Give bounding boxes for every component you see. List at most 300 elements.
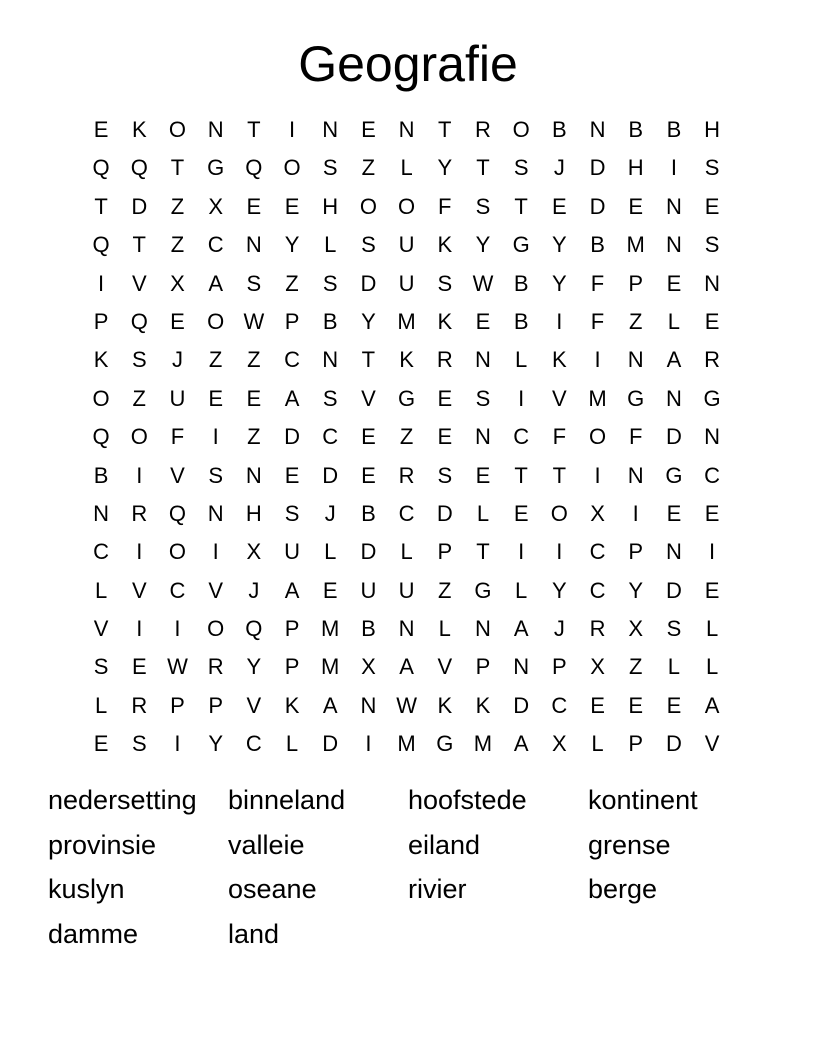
grid-letter[interactable]: N [627, 462, 644, 488]
grid-letter[interactable]: D [589, 155, 606, 181]
grid-letter[interactable]: P [208, 692, 223, 718]
grid-letter[interactable]: O [550, 500, 568, 526]
grid-letter[interactable]: D [589, 193, 606, 219]
grid-letter[interactable]: E [284, 462, 300, 488]
grid-letter[interactable]: B [322, 308, 338, 334]
grid-letter[interactable]: Z [628, 308, 643, 334]
grid-letter[interactable]: Y [246, 654, 262, 680]
grid-letter[interactable]: B [513, 308, 529, 334]
grid-letter[interactable]: X [361, 654, 376, 680]
grid-letter[interactable]: N [513, 654, 530, 680]
grid-letter[interactable]: O [130, 424, 148, 450]
grid-letter[interactable]: S [93, 654, 109, 680]
grid-letter[interactable]: Z [247, 424, 261, 450]
grid-letter[interactable]: X [208, 193, 223, 219]
grid-letter[interactable]: E [437, 424, 453, 450]
grid-letter[interactable]: S [513, 155, 529, 181]
grid-letter[interactable]: I [709, 539, 716, 565]
grid-letter[interactable]: Z [208, 347, 223, 373]
grid-letter[interactable]: S [704, 155, 720, 181]
grid-letter[interactable]: Y [475, 232, 491, 258]
grid-letter[interactable]: D [360, 539, 377, 565]
grid-letter[interactable]: E [628, 692, 644, 718]
grid-letter[interactable]: T [170, 155, 185, 181]
grid-letter[interactable]: J [553, 155, 565, 181]
grid-letter[interactable]: I [136, 539, 143, 565]
grid-letter[interactable]: W [167, 654, 188, 680]
grid-letter[interactable]: S [666, 616, 682, 642]
grid-letter[interactable]: S [246, 270, 262, 296]
grid-letter[interactable]: I [365, 731, 372, 757]
grid-letter[interactable]: S [322, 155, 338, 181]
grid-letter[interactable]: S [131, 347, 147, 373]
grid-letter[interactable]: I [518, 385, 525, 411]
grid-letter[interactable]: J [171, 347, 183, 373]
grid-letter[interactable]: S [131, 731, 147, 757]
grid-letter[interactable]: S [322, 385, 338, 411]
grid-letter[interactable]: N [93, 500, 110, 526]
grid-letter[interactable]: Y [361, 308, 376, 334]
grid-letter[interactable]: E [704, 500, 720, 526]
word-list-item: berge [588, 874, 658, 904]
grid-letter[interactable]: Q [245, 616, 263, 642]
word-list-item: nedersetting [48, 785, 197, 815]
grid-letter[interactable]: O [359, 193, 377, 219]
grid-letter[interactable]: I [594, 347, 601, 373]
grid-letter[interactable]: C [169, 577, 186, 603]
grid-letter[interactable]: A [284, 577, 300, 603]
grid-letter[interactable]: C [245, 731, 262, 757]
grid-letter[interactable]: T [476, 155, 490, 181]
grid-letter[interactable]: K [93, 347, 109, 373]
grid-letter[interactable]: A [513, 731, 529, 757]
grid-letter[interactable]: N [475, 347, 491, 373]
grid-letter[interactable]: M [397, 308, 416, 334]
grid-letter[interactable]: Q [92, 232, 110, 258]
grid-letter[interactable]: V [131, 270, 147, 296]
grid-letter[interactable]: F [628, 424, 643, 450]
grid-letter[interactable]: T [514, 462, 528, 488]
grid-letter[interactable]: W [243, 308, 265, 334]
grid-letter[interactable]: O [588, 424, 607, 450]
grid-letter[interactable]: U [398, 270, 415, 296]
grid-letter[interactable]: G [436, 731, 454, 757]
grid-letter[interactable]: N [245, 232, 262, 258]
grid-letter[interactable]: D [513, 692, 530, 718]
grid-letter[interactable]: P [628, 270, 644, 296]
grid-letter[interactable]: O [283, 155, 301, 181]
grid-letter[interactable]: L [400, 539, 413, 565]
grid-letter[interactable]: N [360, 692, 377, 718]
grid-letter[interactable]: I [556, 539, 563, 565]
grid-letter[interactable]: K [437, 232, 453, 258]
grid-letter[interactable]: C [207, 232, 224, 258]
grid-letter[interactable]: E [437, 385, 453, 411]
grid-letter[interactable]: Q [130, 308, 148, 334]
grid-letter[interactable]: L [400, 155, 413, 181]
grid-letter[interactable]: P [437, 539, 453, 565]
grid-letter[interactable]: E [704, 193, 720, 219]
grid-letter[interactable]: E [361, 117, 376, 142]
page-title: Geografie [298, 36, 518, 92]
grid-letter[interactable]: W [472, 270, 494, 296]
grid-letter[interactable]: F [590, 308, 605, 334]
grid-letter[interactable]: K [437, 692, 453, 718]
grid-letter[interactable]: I [136, 616, 143, 642]
grid-letter[interactable]: G [512, 232, 530, 258]
grid-letter[interactable]: I [98, 270, 105, 296]
grid-letter[interactable]: E [361, 462, 376, 488]
grid-letter[interactable]: P [475, 654, 491, 680]
grid-letter[interactable]: D [665, 424, 682, 450]
grid-letter[interactable]: L [324, 232, 337, 258]
grid-letter[interactable]: T [476, 539, 490, 565]
grid-letter[interactable]: L [94, 577, 108, 603]
grid-letter[interactable]: B [590, 232, 605, 258]
grid-letter[interactable]: B [93, 462, 109, 488]
word-list-item: rivier [408, 874, 467, 904]
grid-letter[interactable]: E [666, 270, 682, 296]
grid-letter[interactable]: T [247, 117, 261, 142]
grid-letter[interactable]: Y [552, 232, 567, 258]
grid-letter[interactable]: S [284, 500, 300, 526]
word-list-item: oseane [228, 874, 317, 904]
grid-letter[interactable]: U [398, 577, 415, 603]
grid-letter[interactable]: E [284, 193, 300, 219]
grid-letter[interactable]: E [93, 731, 109, 757]
grid-letter[interactable]: A [666, 347, 682, 373]
grid-letter[interactable]: B [666, 117, 682, 142]
grid-letter[interactable]: O [398, 193, 416, 219]
grid-letter[interactable]: M [321, 654, 340, 680]
grid-letter[interactable]: Q [130, 155, 148, 181]
grid-letter[interactable]: L [667, 654, 681, 680]
grid-letter[interactable]: L [515, 347, 528, 373]
grid-letter[interactable]: P [628, 539, 644, 565]
grid-letter[interactable]: D [284, 424, 300, 450]
grid-letter[interactable]: E [590, 692, 605, 718]
grid-letter[interactable]: P [284, 654, 300, 680]
grid-letter[interactable]: Z [438, 577, 452, 603]
grid-letter[interactable]: N [398, 616, 415, 642]
grid-letter[interactable]: D [322, 731, 339, 757]
grid-letter[interactable]: Q [168, 500, 187, 526]
grid-letter[interactable]: S [704, 232, 720, 258]
grid-letter[interactable]: C [704, 462, 721, 488]
grid-letter[interactable]: A [322, 692, 338, 718]
grid-letter[interactable]: O [92, 385, 110, 411]
grid-letter[interactable]: U [360, 577, 377, 603]
grid-letter[interactable]: C [322, 424, 339, 450]
grid-letter[interactable]: E [322, 577, 338, 603]
grid-letter[interactable]: N [704, 424, 721, 450]
grid-letter[interactable]: M [588, 385, 607, 411]
grid-letter[interactable]: V [246, 692, 262, 718]
grid-letter[interactable]: M [626, 232, 645, 258]
grid-letter[interactable]: V [361, 385, 376, 411]
grid-letter[interactable]: O [168, 539, 187, 565]
grid-letter[interactable]: N [322, 117, 339, 142]
grid-letter[interactable]: U [398, 232, 415, 258]
grid-letter[interactable]: O [168, 117, 187, 142]
grid-letter[interactable]: C [513, 424, 530, 450]
grid-letter[interactable]: R [589, 616, 606, 642]
grid-letter[interactable]: D [360, 270, 377, 296]
grid-letter[interactable]: S [361, 232, 376, 258]
grid-letter[interactable]: E [131, 654, 147, 680]
word-list-item: damme [48, 918, 139, 949]
word-list-item: eiland [408, 829, 481, 860]
grid-letter[interactable]: G [703, 385, 721, 411]
grid-letter[interactable]: E [475, 462, 491, 488]
grid-letter[interactable]: Y [208, 731, 223, 757]
grid-letter[interactable]: C [589, 539, 606, 565]
grid-letter[interactable]: L [667, 308, 681, 334]
grid-letter[interactable]: O [207, 308, 225, 334]
grid-letter[interactable]: F [438, 193, 452, 219]
grid-letter[interactable]: E [513, 500, 529, 526]
grid-letter[interactable]: E [475, 308, 491, 334]
grid-letter[interactable]: K [552, 347, 567, 373]
grid-letter[interactable]: Y [437, 155, 453, 181]
grid-letter[interactable]: J [248, 577, 260, 603]
word-list-item: binneland [228, 785, 346, 815]
grid-letter[interactable]: C [398, 500, 415, 526]
grid-letter[interactable]: C [551, 692, 568, 718]
grid-letter[interactable]: C [589, 577, 606, 603]
grid-letter[interactable]: D [322, 462, 339, 488]
grid-letter[interactable]: X [590, 654, 605, 680]
grid-letter[interactable]: S [437, 462, 453, 488]
grid-letter[interactable]: E [628, 193, 644, 219]
grid-letter[interactable]: N [245, 462, 262, 488]
grid-letter[interactable]: W [396, 692, 417, 718]
grid-letter[interactable]: P [284, 308, 300, 334]
grid-letter[interactable]: L [705, 616, 719, 642]
grid-letter[interactable]: N [704, 270, 721, 296]
grid-letter[interactable]: M [397, 731, 416, 757]
grid-letter[interactable]: B [628, 117, 644, 142]
grid-letter[interactable]: I [632, 500, 639, 526]
grid-letter[interactable]: U [169, 385, 186, 411]
grid-letter[interactable]: C [93, 539, 110, 565]
grid-letter[interactable]: F [170, 424, 185, 450]
grid-letter[interactable]: T [361, 347, 376, 373]
grid-letter[interactable]: D [436, 500, 453, 526]
grid-letter[interactable]: L [705, 654, 719, 680]
grid-letter[interactable]: R [436, 347, 453, 373]
grid-letter[interactable]: X [590, 500, 605, 526]
grid-letter[interactable]: O [207, 616, 225, 642]
grid-letter[interactable]: T [552, 462, 567, 488]
grid-letter[interactable]: A [399, 654, 414, 680]
grid-letter[interactable]: V [208, 577, 223, 603]
grid-letter[interactable]: R [704, 347, 721, 373]
grid-letter[interactable]: E [208, 385, 223, 411]
grid-letter[interactable]: J [553, 616, 565, 642]
grid-letter[interactable]: I [594, 462, 601, 488]
grid-letter[interactable]: Z [285, 270, 299, 296]
grid-letter[interactable]: Z [132, 385, 146, 411]
grid-letter[interactable]: R [207, 654, 224, 680]
grid-letter[interactable]: I [212, 424, 219, 450]
grid-letter[interactable]: Q [245, 155, 263, 181]
grid-letter[interactable]: I [288, 117, 296, 142]
grid-letter[interactable]: A [284, 385, 300, 411]
grid-letter[interactable]: E [361, 424, 376, 450]
grid-letter[interactable]: L [476, 500, 490, 526]
grid-letter[interactable]: K [131, 117, 147, 142]
grid-letter[interactable]: Z [361, 155, 376, 181]
grid-letter[interactable]: R [475, 117, 491, 142]
grid-letter[interactable]: O [512, 117, 530, 142]
grid-letter[interactable]: M [321, 616, 340, 642]
grid-letter[interactable]: D [665, 577, 682, 603]
grid-letter[interactable]: D [131, 193, 148, 219]
grid-letter[interactable]: T [514, 193, 528, 219]
grid-letter[interactable]: V [170, 462, 185, 488]
grid-letter[interactable]: S [475, 385, 491, 411]
grid-letter[interactable]: E [170, 308, 185, 334]
grid-letter[interactable]: Y [552, 270, 567, 296]
grid-letter[interactable]: E [93, 117, 109, 142]
grid-letter[interactable]: X [170, 270, 185, 296]
grid-letter[interactable]: L [94, 692, 108, 718]
grid-letter[interactable]: B [513, 270, 529, 296]
grid-letter[interactable]: H [627, 155, 644, 181]
grid-letter[interactable]: N [665, 385, 682, 411]
grid-letter[interactable]: I [670, 155, 677, 181]
grid-letter[interactable]: I [556, 308, 563, 334]
grid-letter[interactable]: Z [170, 232, 185, 258]
grid-letter[interactable]: T [438, 117, 452, 142]
grid-letter[interactable]: S [475, 193, 491, 219]
grid-letter[interactable]: E [246, 385, 262, 411]
grid-letter[interactable]: Z [247, 347, 261, 373]
grid-letter[interactable]: A [208, 270, 223, 296]
grid-letter[interactable]: Y [628, 577, 644, 603]
grid-letter[interactable]: N [627, 347, 644, 373]
grid-letter[interactable]: V [93, 616, 109, 642]
grid-letter[interactable]: Y [552, 577, 567, 603]
grid-letter[interactable]: K [475, 692, 491, 718]
grid-letter[interactable]: Z [399, 424, 414, 450]
grid-letter[interactable]: S [322, 270, 338, 296]
word-list [48, 778, 768, 956]
grid-letter[interactable]: H [322, 193, 339, 219]
grid-letter[interactable]: S [437, 270, 453, 296]
grid-letter[interactable]: E [246, 193, 262, 219]
grid-letter[interactable]: P [284, 616, 300, 642]
grid-letter[interactable]: P [93, 308, 109, 334]
grid-letter[interactable]: E [704, 308, 720, 334]
grid-letter[interactable]: E [552, 193, 567, 219]
grid-letter[interactable]: L [285, 731, 299, 757]
grid-letter[interactable]: A [704, 692, 720, 718]
grid-letter[interactable]: F [552, 424, 567, 450]
grid-letter[interactable]: N [207, 500, 224, 526]
grid-letter[interactable]: G [398, 385, 416, 411]
grid-letter[interactable]: P [628, 731, 644, 757]
grid-letter[interactable]: E [666, 500, 682, 526]
grid-letter[interactable]: P [552, 654, 567, 680]
grid-letter[interactable]: H [704, 117, 721, 142]
grid-letter[interactable]: P [170, 692, 185, 718]
grid-letter[interactable]: N [398, 117, 415, 142]
grid-letter[interactable]: V [437, 654, 453, 680]
grid-letter[interactable]: N [665, 232, 682, 258]
grid-letter[interactable]: N [589, 117, 606, 142]
grid-letter[interactable]: L [324, 539, 337, 565]
grid-letter[interactable]: B [361, 616, 376, 642]
letter-grid [82, 111, 731, 764]
grid-letter[interactable]: A [513, 616, 529, 642]
grid-letter[interactable]: K [437, 308, 453, 334]
grid-letter[interactable]: N [665, 539, 682, 565]
grid-letter[interactable]: V [552, 385, 567, 411]
grid-letter[interactable]: N [475, 424, 491, 450]
grid-letter[interactable]: Y [284, 232, 300, 258]
grid-letter[interactable]: G [207, 155, 225, 181]
grid-letter[interactable]: E [666, 692, 682, 718]
grid-letter[interactable]: L [438, 616, 451, 642]
grid-letter[interactable]: I [136, 462, 143, 488]
grid-letter[interactable]: L [515, 577, 528, 603]
grid-letter[interactable]: D [665, 731, 682, 757]
grid-letter[interactable]: K [284, 692, 300, 718]
grid-letter[interactable]: I [174, 731, 181, 757]
grid-letter[interactable]: G [627, 385, 645, 411]
grid-letter[interactable]: G [474, 577, 492, 603]
grid-letter[interactable]: I [518, 539, 525, 565]
grid-letter[interactable]: H [245, 500, 262, 526]
grid-letter[interactable]: N [322, 347, 339, 373]
grid-letter[interactable]: R [398, 462, 415, 488]
grid-letter[interactable]: N [665, 193, 682, 219]
grid-letter[interactable]: Q [92, 424, 110, 450]
grid-letter[interactable]: L [591, 731, 604, 757]
grid-letter[interactable]: T [132, 232, 146, 258]
grid-letter[interactable]: C [284, 347, 300, 373]
grid-letter[interactable]: I [212, 539, 219, 565]
grid-letter[interactable]: Z [170, 193, 185, 219]
grid-letter[interactable]: K [399, 347, 414, 373]
grid-letter[interactable]: Z [628, 654, 643, 680]
grid-letter[interactable]: U [284, 539, 300, 565]
grid-letter[interactable]: Q [92, 155, 110, 181]
grid-letter[interactable]: N [475, 616, 491, 642]
grid-letter[interactable]: J [324, 500, 336, 526]
grid-letter[interactable]: M [473, 731, 493, 757]
grid-letter[interactable]: R [131, 692, 148, 718]
grid-letter[interactable]: X [246, 539, 262, 565]
grid-letter[interactable]: X [552, 731, 567, 757]
grid-letter[interactable]: V [704, 731, 720, 757]
grid-letter[interactable]: E [704, 577, 720, 603]
grid-letter[interactable]: X [628, 616, 644, 642]
grid-letter[interactable]: S [208, 462, 223, 488]
grid-letter[interactable]: G [665, 462, 683, 488]
grid-letter[interactable]: F [590, 270, 605, 296]
grid-letter[interactable]: B [552, 117, 567, 142]
grid-letter[interactable]: T [94, 193, 108, 219]
grid-letter[interactable]: B [361, 500, 376, 526]
word-list-item: kuslyn [48, 874, 125, 904]
grid-letter[interactable]: N [207, 117, 224, 142]
grid-letter[interactable]: V [131, 577, 147, 603]
grid-letter[interactable]: I [174, 616, 181, 642]
grid-letter[interactable]: R [131, 500, 148, 526]
